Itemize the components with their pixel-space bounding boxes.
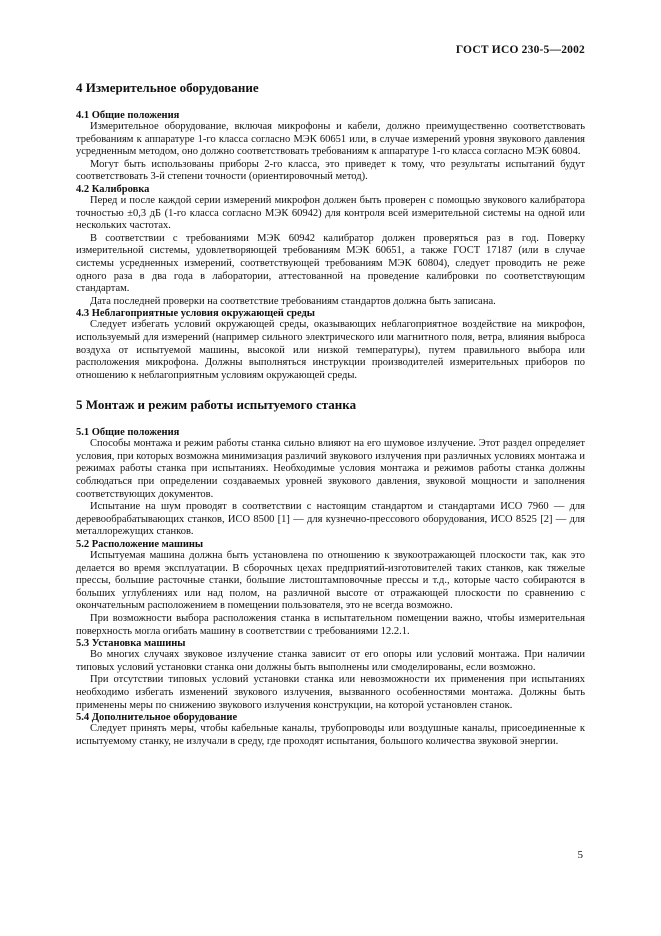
document-header: ГОСТ ИСО 230-5—2002 xyxy=(455,44,585,56)
subsection-title: 5.1 Общие положения xyxy=(76,427,180,439)
subsection-title: 5.3 Установка машины xyxy=(76,638,186,650)
paragraph: Перед и после каждой серии измерений микрофон должен быть проверен с помощью звукового калибратора точностью ±0,3 дБ (1-го класса согласно МЭК 60942) для контроля всей измерительной системы на одной или нескольких частотах. xyxy=(76,194,585,232)
paragraph: Измерительное оборудование, включая микрофоны и кабели, должно преимущественно соответствовать требованиям к аппаратуре 1-го класса согласно МЭК 60651 или, в случае измерений уровня звукового давления усредненным методом, оно должно соответствовать требованиям к аппаратуре 1-го класса согласно МЭК 60804. xyxy=(76,121,585,158)
document-body xyxy=(76,80,585,748)
subsection-title: 4.3 Неблагоприятные условия окружающей среды xyxy=(76,308,315,320)
paragraph: Могут быть использованы приборы 2-го класса, это приведет к тому, что результаты испытаний будут соответствовать 3-й степени точности (ориентировочный метод). xyxy=(76,158,585,183)
subsection-title: 4.2 Калибровка xyxy=(76,183,150,195)
paragraph: Дата последней проверки на соответствие требованиям стандартов должна быть записана. xyxy=(90,295,496,307)
paragraph: Испытание на шум проводят в соответствии с настоящим стандартом и стандартами ИСО 7960 — для деревообрабатывающих станков, ИСО 8500 [1] — для кузнечно-прессового оборудования, ИСО 8525 [2] — для металлорежущих станков. xyxy=(76,501,585,538)
paragraph: Испытуемая машина должна быть установлена по отношению к звукоотражающей плоскости так, как это делается во время эксплуатации. В сборочных цехах предприятий-изготовителей таких станков, как тяжелые прессы, большие расточные станки, большие листоштамповочные прессы и т.д., которые часто собираются в больших углублениях или над полом, на различной высоте от отражающей плоскости по сравнению с окончательным расположением в помещении пользователя, это не всегда возможно. xyxy=(76,550,585,612)
paragraph: Следует избегать условий окружающей среды, оказывающих неблагоприятное воздействие на микрофон, используемый для измерений (например сильного электрического или магнитного поля, ветра, влияния выброса воздуха от испытуемой машины, высокой или низкой температуры), путем правильного выбора или расположения микрофона. Должны выполняться инструкции производителей измерительных приборов по отношению к неблагоприятным условиям окружающей среды. xyxy=(76,319,585,381)
page-number: 5 xyxy=(577,849,583,861)
paragraph: Следует принять меры, чтобы кабельные каналы, трубопроводы или воздушные каналы, присоединенные к испытуемому станку, не излучали в среду, где проходят испытания, большого количества звуковой энергии. xyxy=(76,723,585,747)
paragraph: Способы монтажа и режим работы станка сильно влияют на его шумовое излучение. Этот раздел определяет условия, при которых возможна минимизация различий звукового излучения при различных условиях монтажа и режимах работы станка при испытаниях. Необходимые условия монтажа и режимов работы станка должны соблюдаться при определении создаваемых уровней звукового давления, звуковой мощности и заполнения соответствующих документов. xyxy=(76,438,585,500)
section-title: 4 Измерительное оборудование xyxy=(76,80,259,95)
section-title: 5 Монтаж и режим работы испытуемого станка xyxy=(76,397,357,413)
subsection-title: 5.2 Расположение машины xyxy=(76,539,204,551)
subsection-title: 5.4 Дополнительное оборудование xyxy=(76,712,238,724)
paragraph: Во многих случаях звуковое излучение станка зависит от его опоры или условий монтажа. При наличии типовых условий установки станка они должны быть выполнены или смоделированы, если возможно. xyxy=(76,649,585,673)
paragraph: При возможности выбора расположения станка в испытательном помещении важно, чтобы измерительная поверхность могла огибать машину в соответствии с требованиями 12.2.1. xyxy=(76,613,585,637)
paragraph: При отсутствии типовых условий установки станка или невозможности их применения при испытаниях необходимо избегать изменений звукового излучения, вызванного особенностями монтажа. Должны быть применены меры по снижению звукового излучения конструкции, на которой установлен станок. xyxy=(76,674,585,711)
subsection-title: 4.1 Общие положения xyxy=(76,110,180,121)
paragraph: В соответствии с требованиями МЭК 60942 калибратор должен проверяться раз в год. Поверку измерительной системы, удовлетворяющей требованиям МЭК 60651, а также ГОСТ 17187 (или в случае системы усредненных измерений, соответствующей требованиям МЭК 60804), следует проводить не реже одного раза в два года в лаборатории, аттестованной на проведение калибровки по соответствующим стандартам. xyxy=(76,232,585,295)
